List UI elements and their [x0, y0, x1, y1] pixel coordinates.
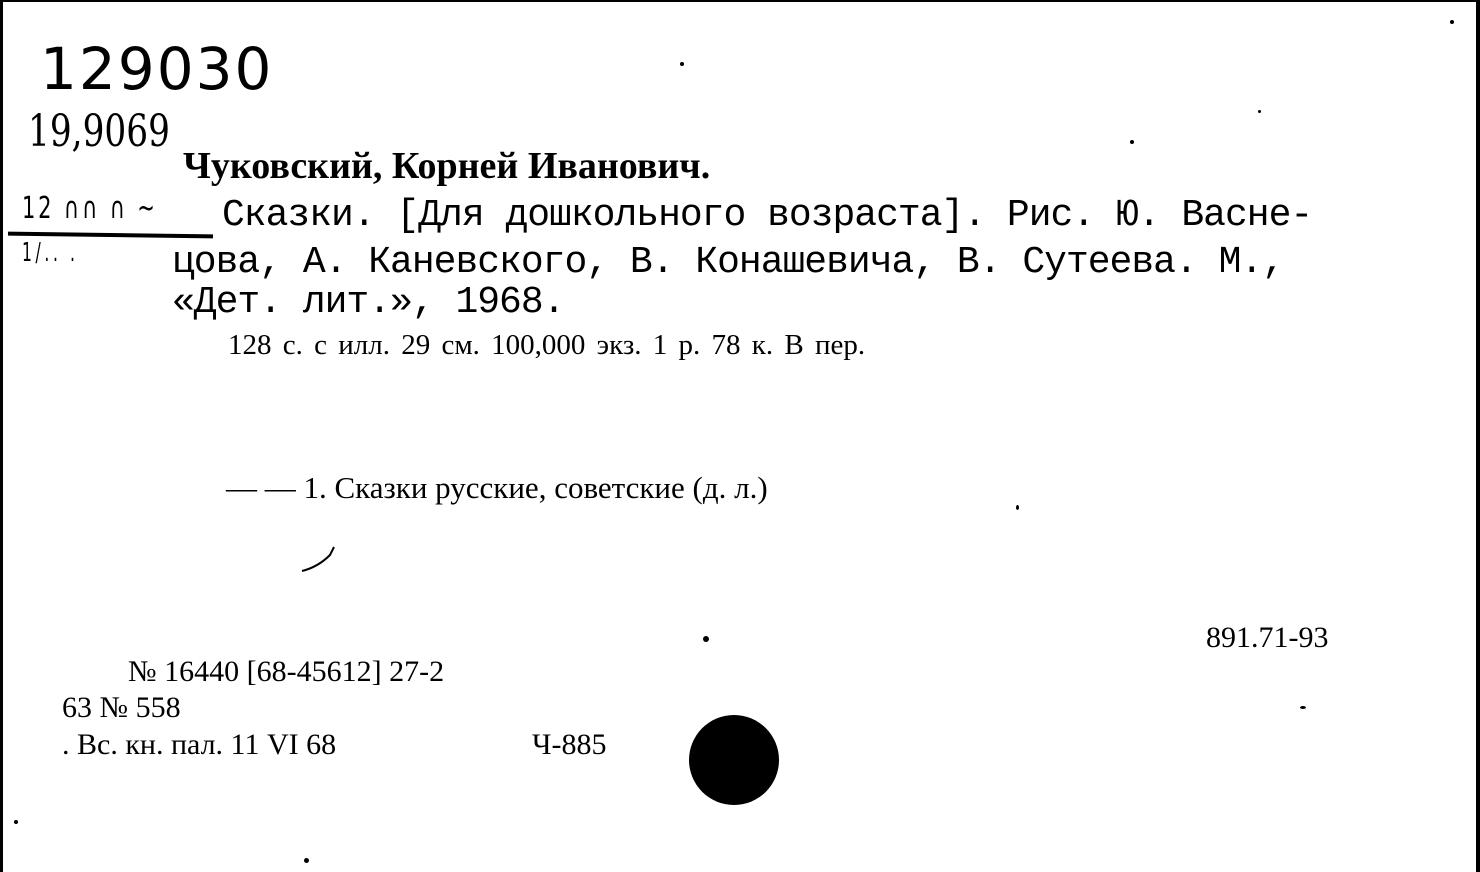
- speck: [703, 636, 709, 642]
- speck: [1016, 505, 1019, 510]
- description-line-1: Сказки. [Для дошкольного возраста]. Рис. Ю. Васне-: [222, 194, 1313, 237]
- physical-description: 128 с. с илл. 29 см. 100,000 экз. 1 р. 78 к. В пер.: [228, 329, 866, 361]
- udc-classification: 891.71-93: [1206, 621, 1329, 654]
- card-top-edge: [0, 0, 1480, 2]
- speck: [1130, 140, 1134, 144]
- punch-hole: [689, 715, 779, 805]
- speck: [1300, 706, 1306, 709]
- registration-line-3: [62, 728, 607, 761]
- card-right-edge: [1476, 0, 1480, 872]
- card-left-edge: [0, 0, 3, 872]
- handwritten-tick-mark: [300, 545, 340, 575]
- description-line-2: цова, А. Каневского, В. Конашевича, В. Сутеева. М.,: [172, 241, 1284, 284]
- registration-chamber-date: . Вс. кн. пал. 11 VI 68: [62, 728, 337, 761]
- subject-heading: — — 1. Сказки русские, советские (д. л.): [226, 470, 768, 505]
- registration-line-2: 63 № 558: [62, 691, 181, 724]
- speck: [14, 820, 18, 824]
- handwritten-shelf-mark-struck: 12 ∩∩ ∩ ~: [22, 191, 158, 226]
- handwritten-shelf-mark-low: 1/.. .: [22, 238, 79, 268]
- author-heading: Чуковский, Корней Иванович.: [183, 145, 711, 187]
- registration-line-1: № 16440 [68-45612] 27-2: [128, 655, 445, 688]
- handwritten-inventory-number: 129030: [40, 35, 274, 103]
- speck: [1450, 20, 1454, 24]
- call-code: Ч-885: [532, 728, 607, 761]
- speck: [1258, 110, 1261, 113]
- handwritten-shelf-mark: 19,9069: [28, 106, 170, 157]
- speck: [304, 858, 309, 863]
- speck: [680, 62, 684, 66]
- description-line-3: «Дет. лит.», 1968.: [172, 281, 565, 324]
